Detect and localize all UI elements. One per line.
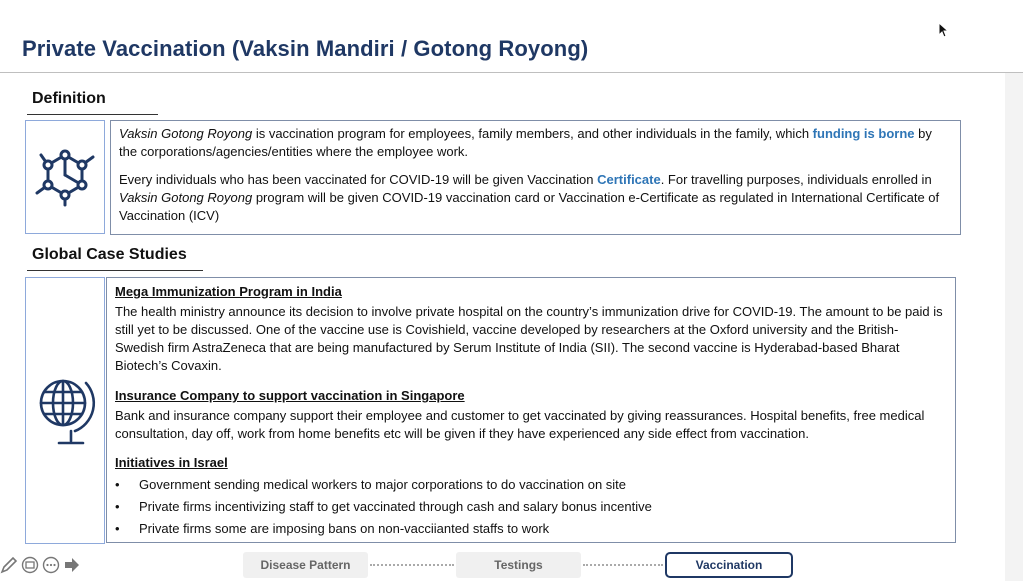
presenter-toolbar [0,556,81,574]
nav-connector [583,564,663,566]
case-studies-heading: Global Case Studies [32,246,187,263]
list-item: • Private firms some are imposing bans on non-vacciianted staffs to work [115,518,947,540]
scroll-gutter [1005,73,1023,581]
definition-icon-box [25,120,105,234]
molecule-network-icon [33,145,97,209]
singapore-case-title: Insurance Company to support vaccination in Singapore [115,388,465,403]
nav-step-vaccination[interactable]: Vaccination [665,552,793,578]
nav-connector [370,564,454,566]
india-case-title: Mega Immunization Program in India [115,284,342,299]
funding-highlight: funding is borne [812,126,915,141]
israel-initiatives-list [115,474,947,540]
more-options-icon[interactable] [42,556,60,574]
nav-step-disease-pattern[interactable]: Disease Pattern [243,552,368,578]
certificate-highlight: Certificate [597,172,661,187]
india-case-body: The health ministry announce its decision to involve private hospital on the country’s immunization drive for COVID-19. The amount to be paid is still yet to be discussed. One of the vaccine use is Covishield, vaccine developed by researchers at the Oxford university and the British-Swedish firm AstraZeneca that are being manufactured by Serum Institute of India (SII). The second vaccine is Hyderabad-based Bharat Biotech’s Covaxin. [115,304,943,373]
list-item: • Government sending medical workers to major corporations to do vaccination on site [115,474,947,496]
slide-title: Private Vaccination (Vaksin Mandiri / Gotong Royong) [22,36,589,61]
pen-icon[interactable] [0,556,18,574]
slides-icon[interactable] [21,556,39,574]
case-studies-heading-underline [27,270,203,271]
definition-content [110,120,961,235]
singapore-case-body: Bank and insurance company support their employee and customer to get vaccinated by giving reassurances. Hospital benefits, free medical consultation, day off, work from home benefits etc will be given if they have experienced any side effect from vaccination. [115,408,925,441]
mouse-cursor-icon [938,22,950,38]
title-divider [0,72,1023,73]
case-studies-icon-box [25,277,105,544]
definition-paragraph-1: Vaksin Gotong Royong is vaccination program for employees, family members, and other individuals in the family, which funding is borne by the corporations/agencies/entities where the employee work. [119,126,932,159]
case-studies-content [106,277,956,543]
israel-case-title: Initiatives in Israel [115,455,228,470]
definition-paragraph-2: Every individuals who has been vaccinated for COVID-19 will be given Vaccination Certificate. For travelling purposes, individuals enrolled in Vaksin Gotong Royong program will be given COVID-19 vaccination card or Vaccination e-Certificate as regulated in International Certificate of Vaccination (ICV) [119,172,940,223]
nav-step-testings[interactable]: Testings [456,552,581,578]
globe-icon [33,371,97,451]
definition-heading: Definition [32,90,106,107]
next-arrow-icon[interactable] [63,556,81,574]
list-item: • Private firms incentivizing staff to get vaccinated through cash and salary bonus incentive [115,496,947,518]
definition-heading-underline [27,114,158,115]
progress-nav [0,549,1023,581]
definition-term: Vaksin Gotong Royong [119,126,253,141]
